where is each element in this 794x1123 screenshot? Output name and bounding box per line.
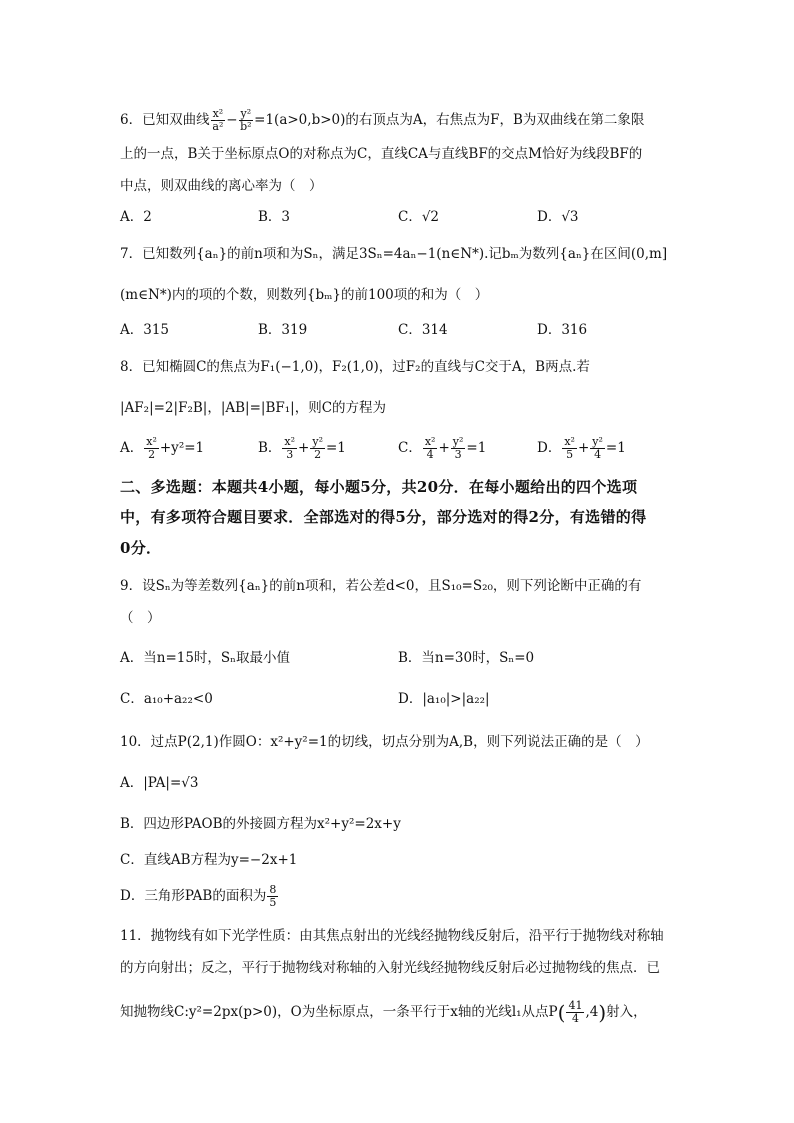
q9-option-b: B．当n=30时，Sₙ=0 [398,650,535,666]
q8-option-a: A． $\frac{\text{x²}}{2}$ +y²=1 [120,435,205,461]
q7-line2: (m∈N*)内的项的个数，则数列{bₘ}的前100项的和为（ ） [120,287,489,303]
q6-line1: 6．已知双曲线 $\frac{\text{x²}}{\text{a²}}$ − $\frac{\text{y²}}{\text{b²}}$ =1(a>0,b>0)的右顶点为A，右焦点为F，B为双曲线在第二象限 [120,107,645,133]
q6-option-d: D．√3 [537,209,579,225]
q7-option-d: D．316 [537,322,588,338]
q11-line2: 的方向射出；反之，平行于抛物线对称轴的入射光线经抛物线反射后必过抛物线的焦点．已 [120,960,660,976]
q8-option-b: B． $\frac{\text{x²}}{3}$ + $\frac{\text{y²}}{2}$ =1 [258,435,346,461]
q6-line2: 上的一点，B关于坐标原点O的对称点为C，直线CA与直线BF的交点M恰好为线段BF的 [120,146,643,162]
q8-line2: |AF₂|=2|F₂B|，|AB|=|BF₁|，则C的方程为 [120,400,387,416]
q6-frac1: $\frac{\text{x²}}{\text{a²}}$ [212,107,224,133]
q11-line3: 知抛物线C:y²=2px(p>0)，O为坐标原点，一条平行于x轴的光线l₁从点P( $\frac{41}{4}$ ,4)射入， [120,999,647,1025]
q10-option-c: C．直线AB方程为y=−2x+1 [120,852,298,868]
q10-line1: 10．过点P(2,1)作圆O：x²+y²=1的切线，切点分别为A,B，则下列说法正确的是（ ） [120,734,649,750]
section2-line2: 中，有多项符合题目要求．全部选对的得5分，部分选对的得2分，有选错的得 [120,508,647,526]
q7-line1: 7．已知数列{aₙ}的前n项和为Sₙ，满足3Sₙ=4aₙ−1(n∈N*).记bₘ为数列{aₙ}在区间(0,m] [120,246,668,262]
q6-option-b: B．3 [258,209,291,225]
q9-option-d: D．|a₁₀|>|a₂₂| [398,691,490,707]
q9-line2: （ ） [120,610,161,626]
q8-line1: 8．已知椭圆C的焦点为F₁(−1,0)，F₂(1,0)，过F₂的直线与C交于A，B两点.若 [120,359,590,375]
q7-option-c: C．314 [398,322,448,338]
q6-option-c: C．√2 [398,209,440,225]
section2-line1: 二、多选题：本题共4小题，每小题5分，共20分．在每小题给出的四个选项 [120,478,638,496]
q11-line1: 11．抛物线有如下光学性质：由其焦点射出的光线经抛物线反射后，沿平行于抛物线对称轴 [120,928,664,944]
q7-option-a: A．315 [120,322,170,338]
q9-option-c: C．a₁₀+a₂₂<0 [120,691,213,707]
q8-option-d: D． $\frac{\text{x²}}{5}$ + $\frac{\text{y²}}{4}$ =1 [537,435,626,461]
q7-option-b: B．319 [258,322,308,338]
q6-frac2: $\frac{\text{y²}}{\text{b²}}$ [240,107,252,133]
q10-option-b: B．四边形PAOB的外接圆方程为x²+y²=2x+y [120,816,401,832]
q9-option-a: A．当n=15时，Sₙ取最小值 [120,650,291,666]
q6-option-a: A．2 [120,209,152,225]
q9-line1: 9．设Sₙ为等差数列{aₙ}的前n项和，若公差d<0，且S₁₀=S₂₀，则下列论断中正确的有 [120,578,642,594]
q8-option-c: C． $\frac{\text{x²}}{4}$ + $\frac{\text{y²}}{3}$ =1 [398,435,487,461]
q10-option-d: D．三角形PAB的面积为 $\frac{8}{5}$ [120,883,277,909]
q6-text: 6．已知双曲线 [120,112,210,128]
section2-line3: 0分． [120,539,162,557]
q6-line3: 中点，则双曲线的离心率为（ ） [120,178,323,194]
q10-option-a: A．|PA|=√3 [120,775,199,791]
